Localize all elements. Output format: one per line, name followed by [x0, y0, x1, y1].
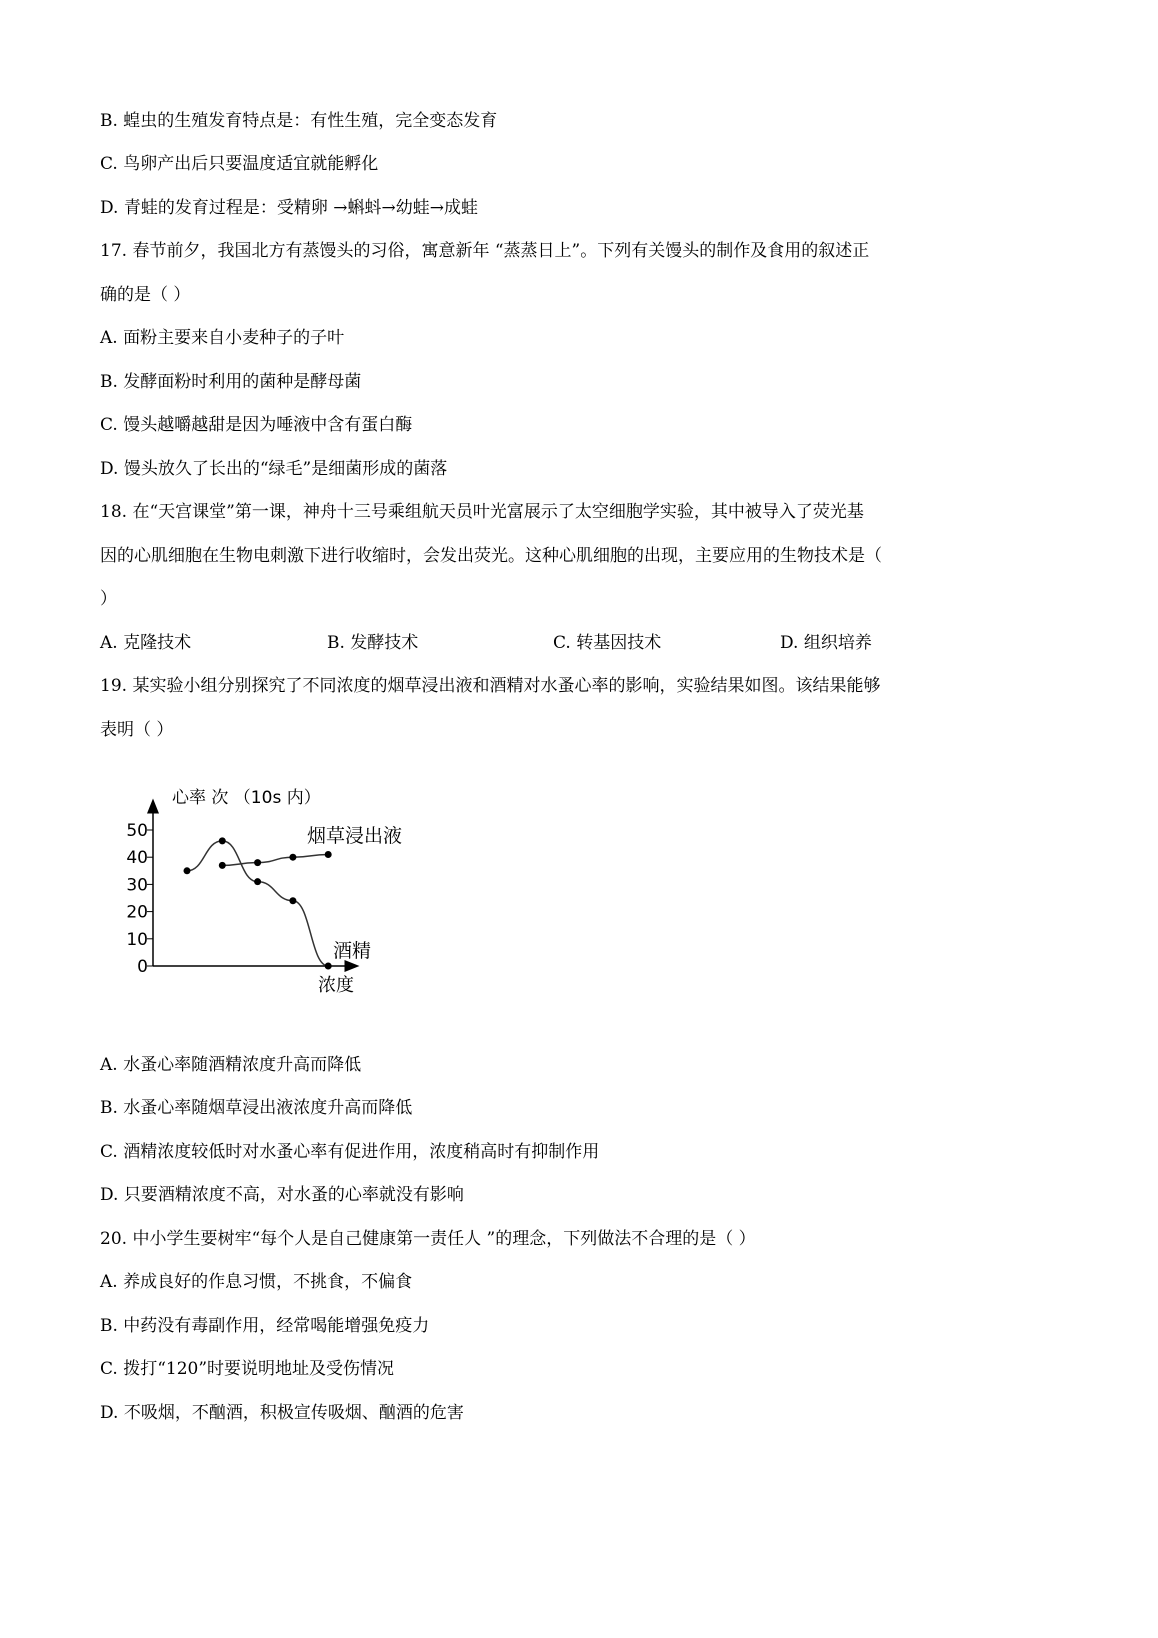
q18-option-c: C. 转基因技术 — [553, 633, 662, 653]
q17-option-c: C. 馒头越嚼越甜是因为唾液中含有蛋白酶 — [100, 415, 413, 435]
q17-option-b: B. 发酵面粉时利用的菌种是酵母菌 — [100, 372, 362, 392]
q20-option-b: B. 中药没有毒副作用，经常喝能增强免疫力 — [100, 1316, 430, 1336]
y-axis-label: 心率 次 （10s 内） — [172, 788, 321, 808]
y-tick-label: 40 — [126, 848, 148, 869]
legend-tobacco: 烟草浸出液 — [307, 825, 403, 847]
q17-stem-line: 确的是（ ） — [100, 285, 191, 305]
legend-alcohol: 酒精 — [333, 940, 372, 962]
series-line-alcohol — [187, 841, 328, 966]
y-tick-label: 50 — [126, 821, 148, 841]
data-point-alcohol — [325, 963, 332, 970]
q17-option-a: A. 面粉主要来自小麦种子的子叶 — [100, 328, 345, 348]
y-tick-label: 0 — [137, 957, 148, 977]
y-tick-label: 20 — [126, 902, 148, 923]
q19-stem-line: 表明（ ） — [100, 720, 174, 740]
data-point-alcohol — [289, 897, 296, 904]
data-point-alcohol — [254, 878, 261, 885]
x-axis-label: 浓度 — [318, 975, 354, 996]
data-point-tobacco — [325, 851, 332, 858]
data-point-tobacco — [219, 862, 226, 869]
y-tick-label: 10 — [126, 929, 148, 950]
q19-option-d: D. 只要酒精浓度不高，对水蚤的心率就没有影响 — [100, 1185, 464, 1205]
q20-option-a: A. 养成良好的作息习惯，不挑食，不偏食 — [100, 1272, 413, 1292]
q18-stem-line: 18. 在“天宫课堂”第一课，神舟十三号乘组航天员叶光富展示了太空细胞学实验，其中被导入了荧光基 — [100, 502, 864, 522]
q18-stem-line: ） — [100, 589, 117, 609]
data-point-tobacco — [289, 854, 296, 861]
q18-option-b: B. 发酵技术 — [327, 633, 419, 653]
y-tick-label: 30 — [126, 875, 148, 896]
data-point-alcohol — [184, 867, 191, 874]
series-line-tobacco — [222, 854, 328, 865]
data-point-alcohol — [219, 837, 226, 844]
q17-option-d: D. 馒头放久了长出的“绿毛”是细菌形成的菌落 — [100, 459, 448, 479]
data-point-tobacco — [254, 859, 261, 866]
q16-option-d: D. 青蛙的发育过程是：受精卵 →蝌蚪→幼蛙→成蛙 — [100, 198, 478, 218]
q19-stem-line: 19. 某实验小组分别探究了不同浓度的烟草浸出液和酒精对水蚤心率的影响，实验结果如图。该结果能够 — [100, 676, 881, 696]
q19-option-b: B. 水蚤心率随烟草浸出液浓度升高而降低 — [100, 1098, 413, 1118]
q18-option-a: A. 克隆技术 — [100, 633, 192, 653]
q17-stem-line: 17. 春节前夕，我国北方有蒸馒头的习俗，寓意新年 “蒸蒸日上”。下列有关馒头的制作及食用的叙述正 — [100, 241, 870, 261]
q16-option-c: C. 鸟卵产出后只要温度适宜就能孵化 — [100, 154, 379, 174]
q19-option-a: A. 水蚤心率随酒精浓度升高而降低 — [100, 1055, 362, 1075]
q20-option-c: C. 拨打“120”时要说明地址及受伤情况 — [100, 1359, 395, 1379]
q19-option-c: C. 酒精浓度较低时对水蚤心率有促进作用，浓度稍高时有抑制作用 — [100, 1142, 600, 1162]
q20-stem-line: 20. 中小学生要树牢“每个人是自己健康第一责任人 ”的理念，下列做法不合理的是（ ） — [100, 1229, 756, 1249]
q20-option-d: D. 不吸烟，不酗酒，积极宣传吸烟、酗酒的危害 — [100, 1403, 464, 1423]
q18-stem-line: 因的心肌细胞在生物电刺激下进行收缩时，会发出荧光。这种心肌细胞的出现，主要应用的生物技术是（ — [100, 546, 882, 566]
q18-option-d: D. 组织培养 — [780, 633, 872, 653]
q16-option-b: B. 蝗虫的生殖发育特点是：有性生殖，完全变态发育 — [100, 111, 498, 131]
